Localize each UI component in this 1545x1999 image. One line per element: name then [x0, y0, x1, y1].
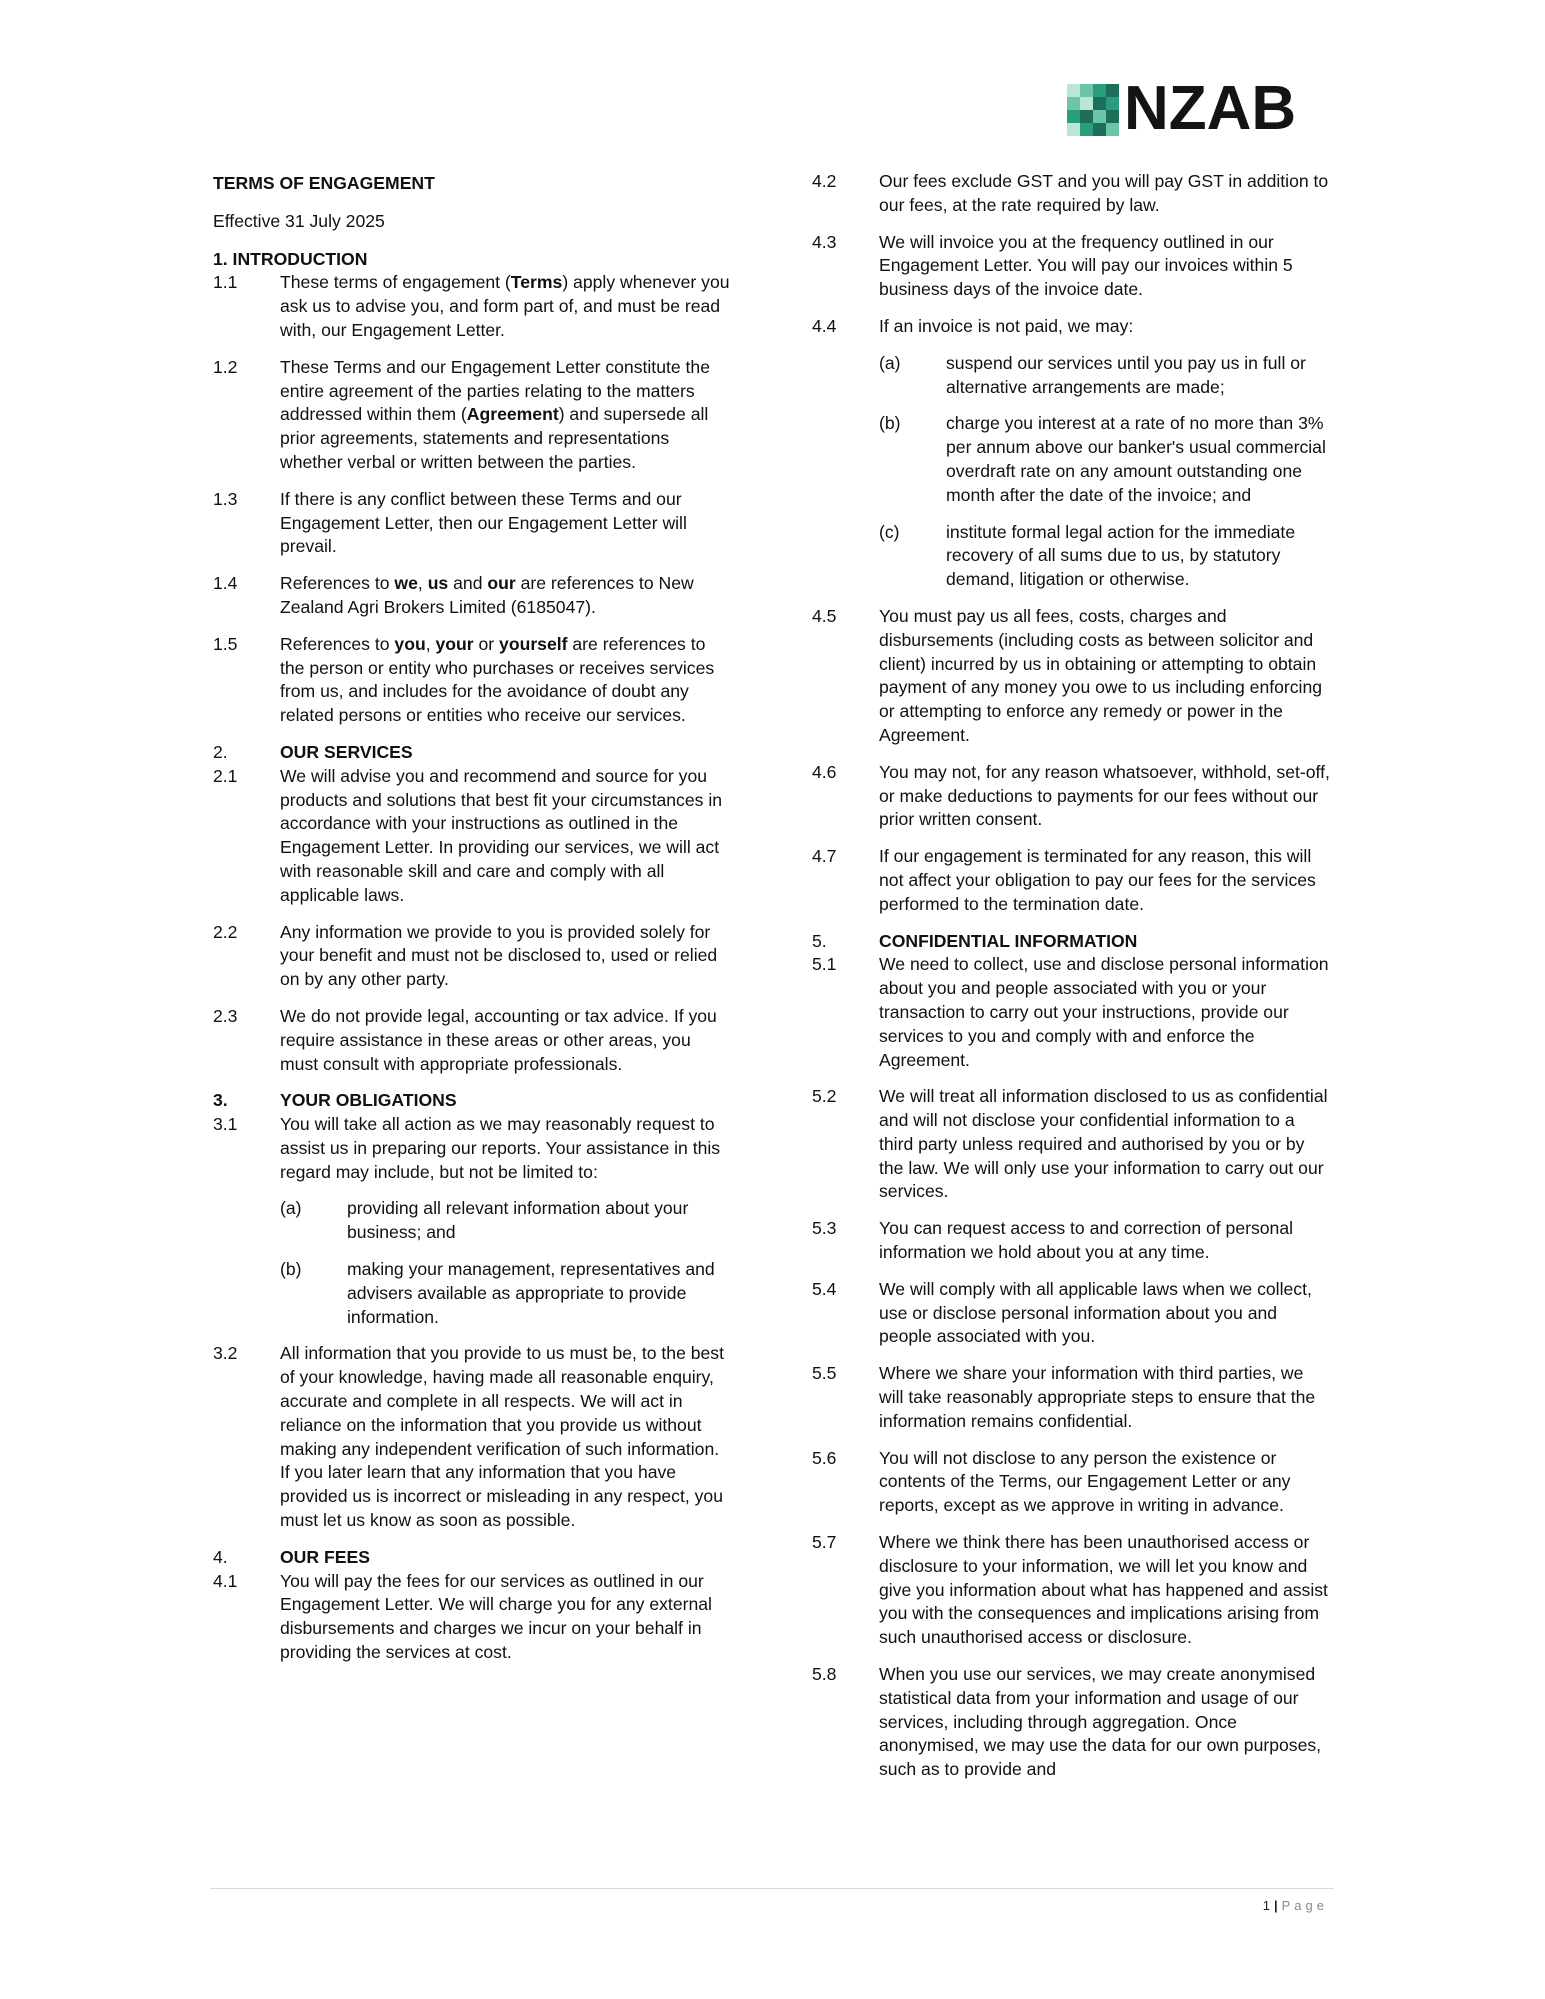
- clause-text: These Terms and our Engagement Letter constitute the entire agreement of the parties relating to the matters addressed within them (Agreement) and supersede all prior agreements, statements and representations whether verbal or written between the parties.: [280, 356, 710, 472]
- clause-text: We do not provide legal, accounting or tax advice. If you require assistance in these areas or other areas, you must consult with appropriate professionals.: [280, 1005, 717, 1074]
- clause-text: Our fees exclude GST and you will pay GST in addition to our fees, at the rate required by law.: [879, 171, 1329, 215]
- clause-number: 4.1: [213, 1570, 238, 1591]
- clause-4-6: [812, 761, 1332, 832]
- clause-number: 4.2: [812, 171, 837, 191]
- clause-4-7: [812, 845, 1332, 916]
- clause-number: 4.3: [812, 231, 837, 252]
- logo-wordmark: NZAB: [1124, 74, 1297, 143]
- right-column: [812, 170, 1332, 1795]
- clause-text: If an invoice is not paid, we may:: [879, 315, 1134, 336]
- clause-number: 5.8: [812, 1664, 837, 1685]
- clause-number: 1.5: [213, 633, 238, 654]
- sub-clause-b: (b) making your management, representatives and advisers available as appropriate to provide information.: [280, 1259, 715, 1327]
- sub-clause-c: (c) institute formal legal action for the immediate recovery of all sums due to us, by statutory demand, litigation or otherwise.: [879, 521, 1296, 590]
- clause-5-1: [812, 953, 1332, 1072]
- clause-text: You will pay the fees for our services as outlined in our Engagement Letter. We will charge you for any external disbursements and charges we incur on your behalf in providing the services at cost.: [280, 1570, 712, 1663]
- clause-text: Where we share your information with third parties, we will take reasonably appropriate steps to ensure that the information remains confidential.: [879, 1363, 1316, 1431]
- clause-number: 4.6: [812, 761, 837, 782]
- clause-number: 3.1: [213, 1114, 238, 1135]
- clause-number: 3.2: [213, 1343, 238, 1364]
- clause-text: If there is any conflict between these Terms and our Engagement Letter, then our Engagement Letter will prevail.: [280, 488, 687, 557]
- clause-text: You will take all action as we may reasonably request to assist us in preparing our reports. Your assistance in this regard may include, but not be limited to:: [280, 1114, 721, 1182]
- clause-text: You must pay us all fees, costs, charges and disbursements (including costs as between solicitor and client) incurred by us in obtaining or attempting to obtain payment of any money you owe to us including enforcing or attempting to enforce any remedy or power in the Agreement.: [879, 605, 1323, 745]
- sub-clause-a: (a) providing all relevant information about your business; and: [280, 1198, 689, 1243]
- clause-text: We will treat all information disclosed to us as confidential and will not disclose your confidential information to a third party unless required and authorised by you or by the law. We will only use your information to carry out our services.: [879, 1086, 1328, 1202]
- clause-1-2: [213, 356, 733, 475]
- clause-number: 5.5: [812, 1363, 837, 1384]
- clause-number: 1.1: [213, 272, 238, 293]
- clause-1-1: [213, 271, 733, 342]
- clause-3-2: [213, 1342, 733, 1532]
- clause-number: 5.4: [812, 1278, 837, 1299]
- clause-number: 5.1: [812, 954, 837, 975]
- clause-text: When you use our services, we may create anonymised statistical data from your information and usage of our services, including through aggregation. Once anonymised, we may use the data for our own purposes, such as to provide and: [879, 1664, 1322, 1780]
- clause-text: We will advise you and recommend and source for you products and solutions that best fit your circumstances in accordance with your instructions as outlined in the Engagement Letter. In providing our services, we will act with reasonable skill and care and comply with all applicable laws.: [280, 765, 723, 905]
- page-word: Page: [1281, 1898, 1328, 1913]
- clause-number: 2.2: [213, 921, 238, 942]
- clause-1-4: [213, 572, 733, 620]
- clause-number: 1.4: [213, 573, 238, 594]
- document-title: TERMS OF ENGAGEMENT: [213, 173, 435, 193]
- clause-number: 4.5: [812, 605, 837, 626]
- clause-3-1: [213, 1113, 733, 1184]
- sub-clause-a: (a) suspend our services until you pay us in full or alternative arrangements are made;: [879, 352, 1306, 397]
- page-separator: |: [1273, 1898, 1279, 1913]
- clause-4-1: [213, 1570, 733, 1665]
- clause-text: You may not, for any reason whatsoever, withhold, set-off, or make deductions to payments for our fees without our prior written consent.: [879, 761, 1330, 830]
- mosaic-square-icon: [1067, 84, 1119, 136]
- clause-5-3: [812, 1217, 1332, 1265]
- clause-text: Any information we provide to you is provided solely for your benefit and must not be disclosed to, used or relied on by any other party.: [280, 921, 718, 990]
- clause-number: 5.7: [812, 1532, 837, 1553]
- clause-text: We need to collect, use and disclose personal information about you and people associated with you or your transaction to carry out your instructions, provide our services to you and comply with and enforce the Agreement.: [879, 954, 1329, 1070]
- section-heading-confidential-information: 5. CONFIDENTIAL INFORMATION: [812, 930, 1138, 951]
- clause-4-3: [812, 231, 1332, 302]
- clause-4-4-sublist: [879, 352, 1332, 592]
- clause-number: 4.4: [812, 315, 837, 336]
- clause-4-4: [812, 315, 1332, 339]
- clause-text: References to you, your or yourself are references to the person or entity who purchases or receives services from us, and includes for the avoidance of doubt any related persons or entities who receive our services.: [280, 633, 715, 726]
- page-number: [1263, 1897, 1328, 1915]
- clause-5-6: [812, 1447, 1332, 1518]
- clause-text: We will invoice you at the frequency outlined in our Engagement Letter. You will pay our invoices within 5 business days of the invoice date.: [879, 231, 1293, 300]
- clause-number: 5.3: [812, 1218, 837, 1239]
- clause-2-3: [213, 1005, 733, 1076]
- clause-4-5: [812, 605, 1332, 748]
- clause-1-5: [213, 633, 733, 728]
- clause-2-1: [213, 765, 733, 908]
- clause-5-7: [812, 1531, 1332, 1650]
- clause-number: 1.2: [213, 356, 238, 377]
- clause-number: 2.1: [213, 765, 238, 786]
- clause-text: References to we, us and our are references to New Zealand Agri Brokers Limited (6185047).: [280, 573, 694, 617]
- clause-number: 5.6: [812, 1447, 837, 1468]
- clause-number: 1.3: [213, 488, 238, 509]
- clause-text: You can request access to and correction of personal information we hold about you at any time.: [879, 1218, 1294, 1263]
- sub-clause-b: (b) charge you interest at a rate of no more than 3% per annum above our banker's usual commercial overdraft rate on any amount outstanding one month after the date of the invoice; and: [879, 413, 1326, 505]
- page-number-value: 1: [1262, 1898, 1271, 1913]
- clause-text: We will comply with all applicable laws when we collect, use or disclose personal information about you and people associated with you.: [879, 1278, 1312, 1347]
- clause-text: You will not disclose to any person the existence or contents of the Terms, our Engagement Letter or any reports, except as we approve in writing in advance.: [879, 1447, 1291, 1516]
- clause-number: 2.3: [213, 1005, 238, 1026]
- nzab-logo: [1067, 74, 1331, 143]
- clause-text: These terms of engagement (Terms) apply whenever you ask us to advise you, and form part of, and must be read with, our Engagement Letter.: [280, 272, 730, 340]
- clause-1-3: [213, 488, 733, 559]
- clause-4-2: [812, 170, 1332, 218]
- section-heading-your-obligations: 3. YOUR OBLIGATIONS: [213, 1090, 457, 1111]
- clause-3-1-sublist: [280, 1197, 733, 1329]
- section-heading-our-services: 2. OUR SERVICES: [213, 741, 413, 762]
- footer-divider: [210, 1888, 1334, 1889]
- clause-text: If our engagement is terminated for any reason, this will not affect your obligation to pay our fees for the services performed to the termination date.: [879, 846, 1316, 914]
- section-heading-our-fees: 4. OUR FEES: [213, 1546, 370, 1567]
- section-heading-introduction: 1. INTRODUCTION: [213, 248, 368, 269]
- clause-5-2: [812, 1085, 1332, 1204]
- clause-5-8: [812, 1663, 1332, 1782]
- clause-5-4: [812, 1278, 1332, 1349]
- clause-text: All information that you provide to us must be, to the best of your knowledge, having made all reasonable enquiry, accurate and complete in all respects. We will act in reliance on the information that you provide us without making any independent verification of such information. If you later learn that any information that you have provided us is incorrect or misleading in any respect, you must let us know as soon as possible.: [280, 1343, 724, 1531]
- effective-date: Effective 31 July 2025: [213, 210, 385, 231]
- clause-5-5: [812, 1362, 1332, 1433]
- clause-number: 5.2: [812, 1086, 837, 1107]
- clause-number: 4.7: [812, 846, 837, 867]
- left-column: [213, 170, 733, 1678]
- clause-text: Where we think there has been unauthorised access or disclosure to your information, we will let you know and give you information about what has happened and assist you with the consequences and implications arising from such unauthorised access or disclosure.: [879, 1532, 1328, 1648]
- clause-2-2: [213, 921, 733, 992]
